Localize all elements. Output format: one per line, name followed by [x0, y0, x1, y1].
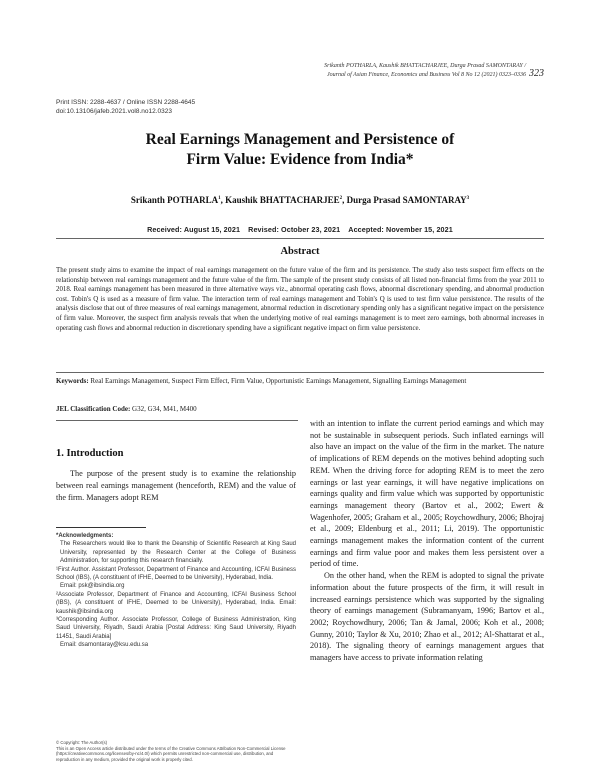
- author-affiliation-marker: 1: [218, 196, 221, 201]
- divider: [56, 420, 298, 421]
- abstract-body: The present study aims to examine the impact of real earnings management on the future value of the firm and its persistence. The study also tests suspect firm effects on the relationship between real earnings management and the future value of the firm. The sample of the present study consists of all listed non-financial firms from the year 2011 to 2018. Real earnings management has been measured in three alternative ways viz., abnormal operating cash flows, abnormal discretionary spending, and abnormal production cost. Tobin's Q is used as a measure of firm value. The interaction term of real earnings management and Tobin's Q is used to test firm value persistence. The results of the analysis disclose that out of three measures of real earnings management, abnormal reduction in discretionary spending only has a significant negative impact on the persistence of firm value. Moreover, the suspect firm analysis reveals that when the underlying motive of real earnings management is to meet zero earnings, both abnormal increases in operating cash flows and abnormal reduction in discretionary spending have a significant negative impact on firm value persistence.: [56, 267, 544, 332]
- author-name: Kaushik BHATTACHARJEE: [225, 195, 340, 205]
- footnote-2: ²Associate Professor, Department of Finance and Accounting, ICFAI Business School (IBS), (A constituent of IFHE, Deemed to be University), Hyderabad, India. Email: kaushik@ibsindia.org: [56, 591, 296, 615]
- acknowledgments-heading: *Acknowledgments:: [56, 533, 114, 539]
- author-name: Srikanth POTHARLA: [130, 195, 219, 205]
- paper-title-line-1: Real Earnings Management and Persistence of: [145, 131, 455, 148]
- footnote-3: ³Corresponding Author. Associate Professor, College of Business Administration, King Saud University, Riyadh, Saudi Arabia [Postal Address: King Saud University, Riyadh 11451, Saudi Arabia]: [56, 617, 296, 640]
- copyright-line: © Copyright: The Author(s): [56, 740, 108, 745]
- submission-dates: [60, 225, 540, 234]
- running-header-journal: Journal of Asian Finance, Economics and Business Vol 8 No 12 (2021) 0323–0336: [326, 72, 526, 78]
- revised-date: Revised: October 23, 2021: [248, 225, 341, 234]
- jel-code: [56, 405, 544, 413]
- running-header-authors: Srikanth POTHARLA, Kaushik BHATTACHARJEE, Durga Prasad SAMONTARAY /: [324, 63, 526, 69]
- divider: [56, 372, 544, 373]
- divider: [56, 238, 544, 239]
- jel-text: G32, G34, M41, M400: [132, 405, 197, 413]
- keywords: [56, 377, 544, 387]
- author-separator: ,: [220, 195, 226, 205]
- section-heading: 1. Introduction: [56, 448, 124, 459]
- intro-column-left: [56, 468, 296, 504]
- footnote-3-email: Email: dsamontaray@ksu.edu.sa: [60, 642, 149, 649]
- keywords-label: Keywords:: [56, 377, 89, 385]
- license-text: This is an Open Access article distributed under the terms of the Creative Commons Attribution Non-Commercial License (https://creativecommons.org/licenses/by-nc/4.0/) which permits unrestricted non-commercial use, distribution, and reproduction in any medium, provided the original work is properly cited.: [56, 745, 286, 762]
- received-date: Received: August 15, 2021: [147, 225, 241, 234]
- footnote-divider: [56, 527, 146, 528]
- keywords-text: Real Earnings Management, Suspect Firm Effect, Firm Value, Opportunistic Earnings Management, Signalling Earnings Management: [90, 377, 467, 385]
- copyright-notice: [56, 740, 296, 762]
- author-list: [60, 195, 540, 205]
- doi-link[interactable]: doi:10.13106/jafeb.2021.vol8.no12.0323: [56, 108, 173, 115]
- accepted-date: Accepted: November 15, 2021: [348, 225, 453, 234]
- acknowledgments-text: The Researchers would like to thank the Deanship of Scientific Research at King Saud University, represented by the Research Center at the College of Business Administration, for supporting this research financially.: [60, 541, 296, 565]
- paragraph: The purpose of the present study is to examine the relationship between real earnings management (henceforth, REM) and the value of the firm. Managers adopt REM: [56, 469, 296, 502]
- intro-column-right: [310, 418, 544, 664]
- jel-label: JEL Classification Code:: [56, 405, 131, 413]
- paper-title: [60, 130, 540, 170]
- paragraph: On the other hand, when the REM is adopted to signal the private information about the future prospects of the firm, it will result in increased earnings persistence which was supported by the signaling theory of earnings management (Subramanyam, 1996; Bartov et al., 2002; Roychowdhury, 2006; Tan & Jamal, 2006; Koh et al., 2008; Gunny, 2010; Taylor & Xu, 2010; Zhao et al., 2012; Al-Shattarat et al., 2018). The signaling theory of earnings management argues that managers have access to private information relating: [310, 571, 544, 663]
- paragraph: with an intention to inflate the current period earnings and which may not be sustainable in subsequent periods. Such inflated earnings will also have an impact on the value of the firm in the market. The nature of implications of REM depends on the motives behind adopting such REM. When the driving force for adopting REM is to meet the zero earnings or last year earnings, it will have negative implications on earnings quality and firm value which was supported by opportunistic earnings management theory (Bartov et al., 2002; Ewert & Wagenhofer, 2005; Graham et al., 2005; Roychowdhury, 2006; Bhojraj et al., 2009; Eldenburg et al., 2011; Li, 2019). The opportunistic earnings management makes the information content of the current earnings and firm value poor and makes them less persistent over a period of time.: [310, 419, 544, 569]
- paper-title-line-2: Firm Value: Evidence from India*: [186, 151, 414, 168]
- issn-block: [56, 98, 195, 116]
- footnote-1-email: Email: psk@ibsindia.org: [60, 583, 125, 590]
- page-number: 323: [529, 68, 544, 79]
- abstract-heading: Abstract: [280, 246, 320, 257]
- author-separator: ,: [342, 195, 347, 205]
- author-affiliation-marker: 2: [339, 196, 343, 201]
- running-header: [106, 62, 526, 80]
- footnote-1: ¹First Author. Assistant Professor, Department of Finance and Accounting, ICFAI Business School (IBS), (A constituent of IFHE, Deemed to be University), Hyderabad, India.: [56, 566, 296, 582]
- author-name: Durga Prasad SAMONTARAY: [346, 195, 467, 205]
- footnotes: [56, 532, 296, 650]
- author-affiliation-marker: 3: [466, 196, 470, 201]
- issn-line: Print ISSN: 2288-4637 / Online ISSN 2288-4645: [56, 99, 196, 106]
